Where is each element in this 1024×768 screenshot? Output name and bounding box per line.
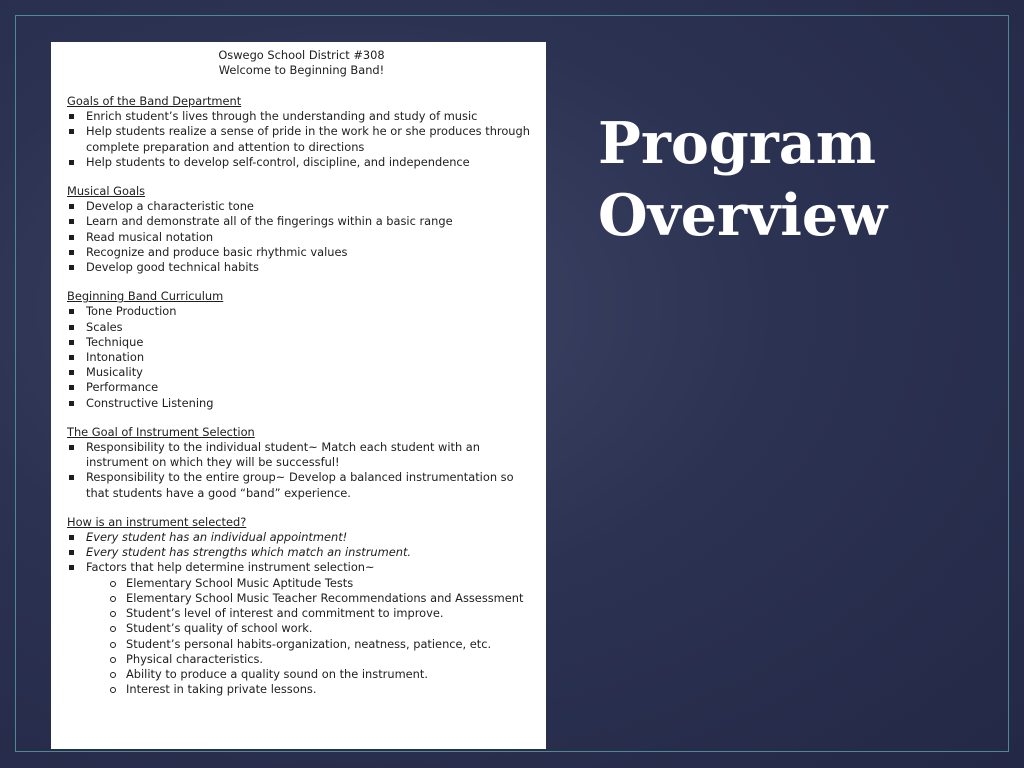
list-item: Technique: [67, 335, 536, 350]
list-item: Responsibility to the entire group~ Develop a balanced instrumentation so that students have a good “band” experience.: [67, 470, 536, 500]
sub-list: [86, 576, 536, 698]
section-selection-goal: [67, 425, 536, 501]
sub-list-item: Elementary School Music Teacher Recommendations and Assessment: [108, 591, 536, 606]
list-item: [67, 560, 536, 697]
slide-title: [598, 108, 887, 252]
list-item: Develop a characteristic tone: [67, 199, 536, 214]
bullet-list: [67, 304, 536, 410]
bullet-list: [67, 199, 536, 275]
sub-list-item: Student’s personal habits-organization, neatness, patience, etc.: [108, 637, 536, 652]
list-item: Every student has strengths which match an instrument.: [67, 545, 536, 560]
list-item: Recognize and produce basic rhythmic values: [67, 245, 536, 260]
section-musical-goals: [67, 184, 536, 275]
list-item: Develop good technical habits: [67, 260, 536, 275]
list-item: Every student has an individual appointment!: [67, 530, 536, 545]
list-item: Help students to develop self-control, discipline, and independence: [67, 155, 536, 170]
list-item: Read musical notation: [67, 230, 536, 245]
section-how-selected: [67, 515, 536, 697]
sub-list-item: Interest in taking private lessons.: [108, 682, 536, 697]
document-image: [51, 42, 546, 749]
list-item-text: Factors that help determine instrument selection~: [86, 560, 375, 575]
list-item: Constructive Listening: [67, 396, 536, 411]
section-heading: The Goal of Instrument Selection: [67, 424, 255, 439]
bullet-list: [67, 109, 536, 170]
list-item: Tone Production: [67, 304, 536, 319]
district-name: Oswego School District #308: [218, 48, 385, 62]
bullet-list: [67, 530, 536, 697]
welcome-line: Welcome to Beginning Band!: [218, 63, 385, 77]
sub-list-item: Physical characteristics.: [108, 652, 536, 667]
list-item: Intonation: [67, 350, 536, 365]
section-heading: Goals of the Band Department: [67, 94, 242, 108]
sub-list-item: Student’s level of interest and commitment to improve.: [108, 606, 536, 621]
list-item: Help students realize a sense of pride in the work he or she produces through complete preparation and attention to directions: [67, 124, 536, 154]
section-curriculum: [67, 289, 536, 411]
section-goals: [67, 94, 536, 170]
list-item: Responsibility to the individual student~ Match each student with an instrument on which they will be successful!: [67, 440, 536, 470]
slide-title-line: Overview: [598, 182, 888, 249]
sub-list-item: Ability to produce a quality sound on the instrument.: [108, 667, 536, 682]
list-item: Musicality: [67, 365, 536, 380]
list-item: Scales: [67, 320, 536, 335]
section-heading: Beginning Band Curriculum: [67, 289, 224, 304]
bullet-list: [67, 440, 536, 501]
list-item: Enrich student’s lives through the understanding and study of music: [67, 109, 536, 124]
list-item: Learn and demonstrate all of the fingerings within a basic range: [67, 214, 536, 229]
slide-title-line: Program: [598, 110, 877, 177]
section-heading: How is an instrument selected?: [67, 514, 247, 529]
sub-list-item: Student’s quality of school work.: [108, 621, 536, 636]
document-header: [67, 48, 536, 78]
sub-list-item: Elementary School Music Aptitude Tests: [108, 576, 536, 591]
list-item: Performance: [67, 380, 536, 395]
section-heading: Musical Goals: [67, 184, 146, 199]
